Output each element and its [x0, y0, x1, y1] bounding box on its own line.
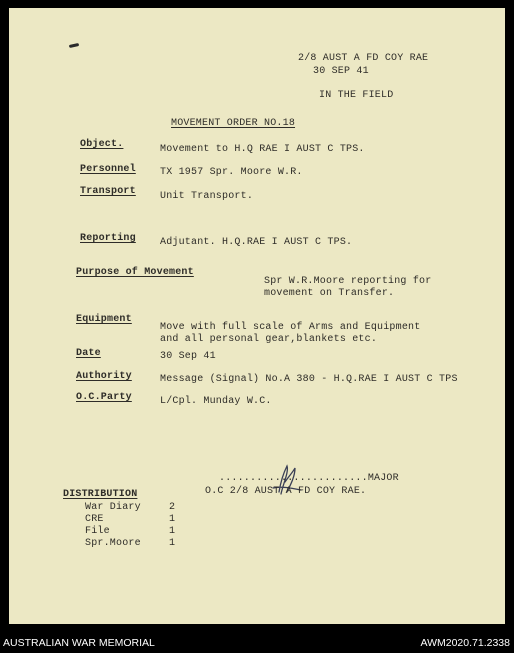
distribution-item-count: 1	[169, 526, 176, 537]
object-value: Movement to H.Q RAE I AUST C TPS.	[160, 144, 365, 155]
distribution-heading: DISTRIBUTION	[63, 489, 138, 500]
equipment-value-line1: Move with full scale of Arms and Equipment	[160, 322, 421, 333]
header-unit: 2/8 AUST A FD COY RAE	[298, 53, 429, 64]
document-page	[9, 8, 505, 624]
footer-accession-number: AWM2020.71.2338	[420, 637, 510, 649]
signature-line: ........................MAJOR	[219, 473, 399, 484]
header-date: 30 SEP 41	[313, 66, 369, 77]
transport-value: Unit Transport.	[160, 191, 254, 202]
purpose-label: Purpose of Movement	[76, 267, 194, 278]
ink-mark	[69, 43, 79, 48]
authority-value: Message (Signal) No.A 380 - H.Q.RAE I AUST C TPS	[160, 374, 458, 385]
reporting-value: Adjutant. H.Q.RAE I AUST C TPS.	[160, 237, 353, 248]
order-title: MOVEMENT ORDER NO.18	[171, 118, 296, 129]
personnel-label: Personnel	[80, 164, 136, 175]
distribution-item-count: 1	[169, 514, 176, 525]
equipment-label: Equipment	[76, 314, 132, 325]
oc-party-label: O.C.Party	[76, 392, 132, 403]
purpose-value-line2: movement on Transfer.	[264, 288, 395, 299]
object-label: Object.	[80, 139, 124, 150]
distribution-item-name: War Diary	[85, 502, 141, 513]
date-label: Date	[76, 348, 101, 359]
distribution-item-count: 2	[169, 502, 176, 513]
distribution-item-name: File	[85, 526, 110, 537]
personnel-value: TX 1957 Spr. Moore W.R.	[160, 167, 303, 178]
date-value: 30 Sep 41	[160, 351, 216, 362]
purpose-value-line1: Spr W.R.Moore reporting for	[264, 276, 432, 287]
equipment-value-line2: and all personal gear,blankets etc.	[160, 334, 378, 345]
distribution-item-name: Spr.Moore	[85, 538, 141, 549]
distribution-item-name: CRE	[85, 514, 104, 525]
signature-title: O.C 2/8 AUST A FD COY RAE.	[205, 486, 367, 497]
footer-institution: AUSTRALIAN WAR MEMORIAL	[3, 637, 155, 649]
distribution-item-count: 1	[169, 538, 176, 549]
reporting-label: Reporting	[80, 233, 136, 244]
transport-label: Transport	[80, 186, 136, 197]
oc-party-value: L/Cpl. Munday W.C.	[160, 396, 272, 407]
header-location: IN THE FIELD	[319, 90, 394, 101]
authority-label: Authority	[76, 371, 132, 382]
